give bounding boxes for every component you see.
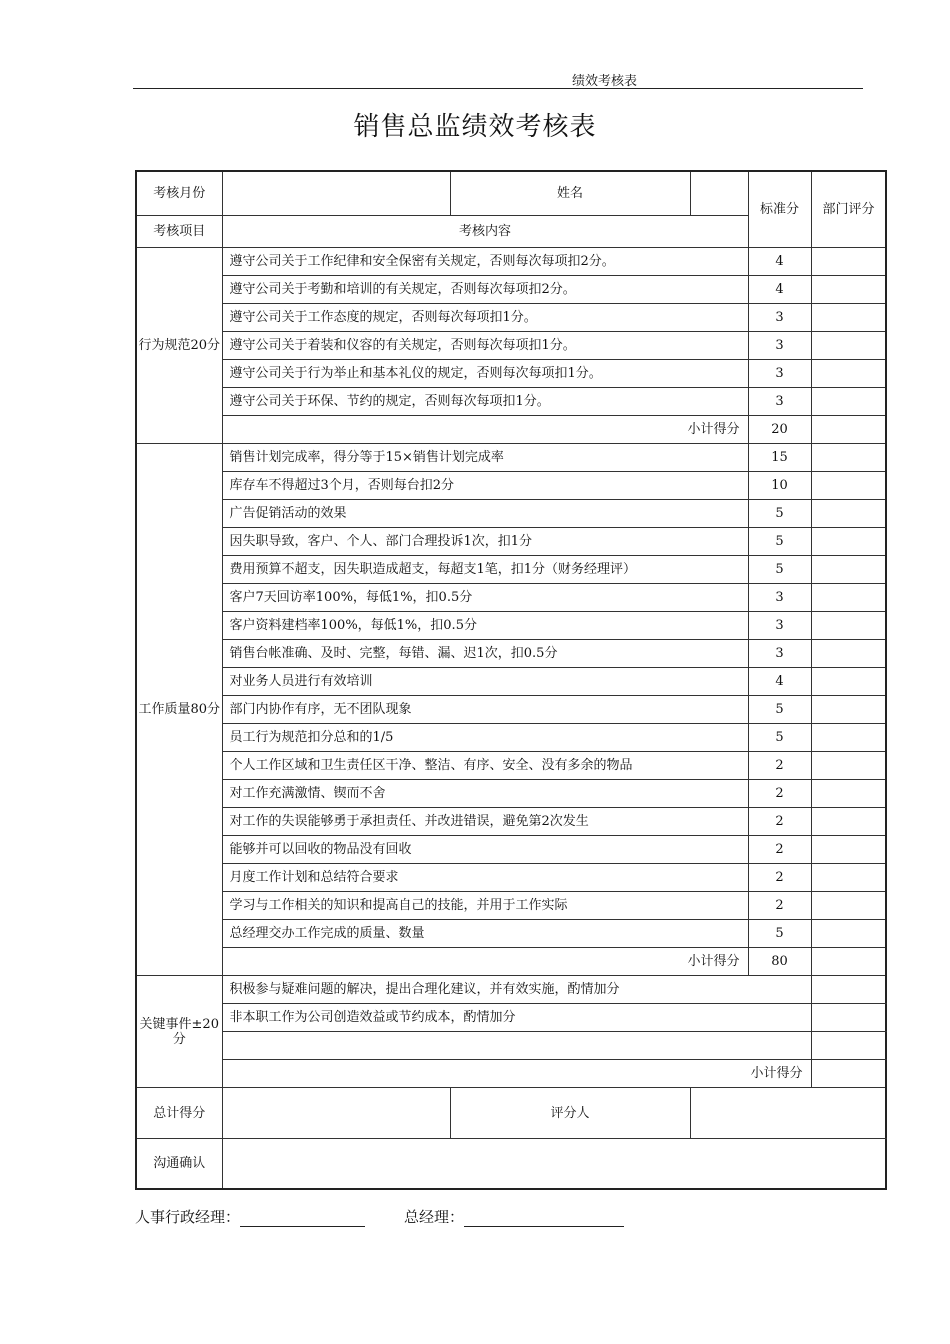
subtotal-row <box>136 416 886 444</box>
subtotal-label: 小计得分 <box>222 948 748 976</box>
table-row <box>136 304 886 332</box>
table-row <box>136 892 886 920</box>
table-row <box>136 696 886 724</box>
standard-score: 5 <box>748 920 811 948</box>
criterion-text: 库存车不得超过3个月，否则每台扣2分 <box>222 472 748 500</box>
standard-score: 2 <box>748 808 811 836</box>
table-row <box>136 360 886 388</box>
dept-score-cell[interactable] <box>811 332 886 360</box>
standard-score: 3 <box>748 584 811 612</box>
table-row <box>136 864 886 892</box>
table-row <box>136 584 886 612</box>
dept-score-cell[interactable] <box>811 388 886 416</box>
subtotal-row <box>136 948 886 976</box>
dept-score-cell[interactable] <box>811 808 886 836</box>
table-row <box>136 276 886 304</box>
table-row <box>136 668 886 696</box>
criterion-text: 遵守公司关于工作纪律和安全保密有关规定，否则每次每项扣2分。 <box>222 248 748 276</box>
criterion-text: 客户资料建档率100%，每低1%，扣0.5分 <box>222 612 748 640</box>
dept-score-cell[interactable] <box>811 304 886 332</box>
name-field[interactable] <box>690 171 748 215</box>
criterion-text: 学习与工作相关的知识和提高自己的技能，并用于工作实际 <box>222 892 748 920</box>
dept-score-cell[interactable] <box>811 892 886 920</box>
standard-score: 3 <box>748 388 811 416</box>
table-row <box>136 612 886 640</box>
rater-label: 评分人 <box>450 1088 690 1139</box>
dept-score-cell[interactable] <box>811 248 886 276</box>
criterion-text: 因失职导致，客户、个人、部门合理投诉1次，扣1分 <box>222 528 748 556</box>
dept-score-cell[interactable] <box>811 444 886 472</box>
subtotal-row <box>136 1060 886 1088</box>
criterion-text: 员工行为规范扣分总和的1/5 <box>222 724 748 752</box>
standard-score: 2 <box>748 892 811 920</box>
gm-signature-label: 总经理： <box>404 1208 465 1226</box>
table-row <box>136 388 886 416</box>
subtotal-dept-cell[interactable] <box>811 416 886 444</box>
dept-score-cell[interactable] <box>811 1004 886 1032</box>
confirm-field[interactable] <box>222 1139 886 1189</box>
dept-score-cell[interactable] <box>811 752 886 780</box>
criterion-text: 广告促销活动的效果 <box>222 500 748 528</box>
dept-score-cell[interactable] <box>811 584 886 612</box>
page-title: 销售总监绩效考核表 <box>353 112 597 142</box>
section-name: 工作质量80分 <box>136 444 222 976</box>
criterion-text: 能够并可以回收的物品没有回收 <box>222 836 748 864</box>
table-row <box>136 472 886 500</box>
hr-signature-line[interactable] <box>240 1210 365 1227</box>
page-header-label: 绩效考核表 <box>572 74 638 89</box>
standard-score: 3 <box>748 360 811 388</box>
month-label: 考核月份 <box>136 171 222 215</box>
standard-score: 5 <box>748 696 811 724</box>
standard-score: 2 <box>748 864 811 892</box>
standard-score: 4 <box>748 276 811 304</box>
criterion-text: 遵守公司关于环保、节约的规定，否则每次每项扣1分。 <box>222 388 748 416</box>
standard-score: 5 <box>748 500 811 528</box>
criterion-text: 遵守公司关于考勤和培训的有关规定，否则每次每项扣2分。 <box>222 276 748 304</box>
confirm-label: 沟通确认 <box>136 1139 222 1189</box>
dept-score-cell[interactable] <box>811 1032 886 1060</box>
total-row <box>136 1088 886 1139</box>
dept-score-cell[interactable] <box>811 612 886 640</box>
gm-signature-line[interactable] <box>464 1210 624 1227</box>
rater-field[interactable] <box>690 1088 886 1139</box>
subtotal-score: 80 <box>748 948 811 976</box>
table-row <box>136 500 886 528</box>
dept-score-cell[interactable] <box>811 472 886 500</box>
dept-score-cell[interactable] <box>811 864 886 892</box>
criterion-text: 个人工作区域和卫生责任区干净、整洁、有序、安全、没有多余的物品 <box>222 752 748 780</box>
hr-signature <box>135 1206 365 1227</box>
criterion-text: 对工作的失误能够勇于承担责任、并改进错误，避免第2次发生 <box>222 808 748 836</box>
standard-score: 4 <box>748 248 811 276</box>
table-row <box>136 976 886 1004</box>
standard-score: 5 <box>748 556 811 584</box>
table-row <box>136 332 886 360</box>
criterion-text: 非本职工作为公司创造效益或节约成本，酌情加分 <box>222 1004 811 1032</box>
criterion-text: 遵守公司关于工作态度的规定，否则每次每项扣1分。 <box>222 304 748 332</box>
assessment-table <box>135 170 887 1190</box>
standard-score: 5 <box>748 528 811 556</box>
criterion-text: 客户7天回访率100%，每低1%，扣0.5分 <box>222 584 748 612</box>
dept-score-cell[interactable] <box>811 500 886 528</box>
dept-score-cell[interactable] <box>811 976 886 1004</box>
dept-score-cell[interactable] <box>811 920 886 948</box>
table-row <box>136 1032 886 1060</box>
dept-score-cell[interactable] <box>811 668 886 696</box>
criterion-text: 销售台帐准确、及时、完整，每错、漏、迟1次，扣0.5分 <box>222 640 748 668</box>
dept-score-cell[interactable] <box>811 556 886 584</box>
table-row <box>136 836 886 864</box>
criterion-text: 对业务人员进行有效培训 <box>222 668 748 696</box>
standard-score: 3 <box>748 332 811 360</box>
standard-score: 3 <box>748 304 811 332</box>
criterion-text <box>222 1032 811 1060</box>
dept-score-cell[interactable] <box>811 836 886 864</box>
standard-score: 5 <box>748 724 811 752</box>
section-name: 行为规范20分 <box>136 248 222 444</box>
subtotal-dept-cell[interactable] <box>811 948 886 976</box>
standard-score: 3 <box>748 612 811 640</box>
table-row <box>136 640 886 668</box>
dept-score-cell[interactable] <box>811 780 886 808</box>
subtotal-label: 小计得分 <box>222 416 748 444</box>
table-row <box>136 808 886 836</box>
criterion-text: 积极参与疑难问题的解决，提出合理化建议，并有效实施，酌情加分 <box>222 976 811 1004</box>
standard-score: 15 <box>748 444 811 472</box>
total-field[interactable] <box>222 1088 450 1139</box>
dept-score-header: 部门评分 <box>811 171 886 248</box>
content-label: 考核内容 <box>222 215 748 247</box>
dept-score-cell[interactable] <box>811 724 886 752</box>
dept-score-cell[interactable] <box>811 640 886 668</box>
table-row <box>136 920 886 948</box>
total-label: 总计得分 <box>136 1088 222 1139</box>
subtotal-score: 20 <box>748 416 811 444</box>
gm-signature <box>404 1206 624 1227</box>
table-row <box>136 556 886 584</box>
criterion-text: 遵守公司关于着装和仪容的有关规定，否则每次每项扣1分。 <box>222 332 748 360</box>
criterion-text: 销售计划完成率，得分等于15×销售计划完成率 <box>222 444 748 472</box>
header-rule <box>133 88 863 89</box>
standard-score: 2 <box>748 752 811 780</box>
standard-score: 2 <box>748 780 811 808</box>
standard-score: 3 <box>748 640 811 668</box>
section-name: 关键事件±20分 <box>136 976 222 1088</box>
item-label: 考核项目 <box>136 215 222 247</box>
name-label: 姓名 <box>450 171 690 215</box>
standard-score-header: 标准分 <box>748 171 811 248</box>
dept-score-cell[interactable] <box>811 360 886 388</box>
dept-score-cell[interactable] <box>811 696 886 724</box>
standard-score: 4 <box>748 668 811 696</box>
criterion-text: 总经理交办工作完成的质量、数量 <box>222 920 748 948</box>
subtotal-dept-cell[interactable] <box>811 1060 886 1088</box>
standard-score: 10 <box>748 472 811 500</box>
table-row <box>136 780 886 808</box>
table-row <box>136 724 886 752</box>
table-row <box>136 248 886 276</box>
criterion-text: 部门内协作有序，无不团队现象 <box>222 696 748 724</box>
assessment-table-body <box>136 171 886 1189</box>
criterion-text: 遵守公司关于行为举止和基本礼仪的规定，否则每次每项扣1分。 <box>222 360 748 388</box>
dept-score-cell[interactable] <box>811 528 886 556</box>
confirm-row <box>136 1139 886 1189</box>
standard-score: 2 <box>748 836 811 864</box>
table-row <box>136 752 886 780</box>
criterion-text: 费用预算不超支，因失职造成超支，每超支1笔，扣1分（财务经理评） <box>222 556 748 584</box>
table-row <box>136 444 886 472</box>
month-field[interactable] <box>222 171 450 215</box>
criterion-text: 对工作充满激情、锲而不舍 <box>222 780 748 808</box>
hr-signature-label: 人事行政经理： <box>135 1208 241 1226</box>
dept-score-cell[interactable] <box>811 276 886 304</box>
table-row <box>136 528 886 556</box>
table-row <box>136 1004 886 1032</box>
criterion-text: 月度工作计划和总结符合要求 <box>222 864 748 892</box>
subtotal-label: 小计得分 <box>222 1060 811 1088</box>
